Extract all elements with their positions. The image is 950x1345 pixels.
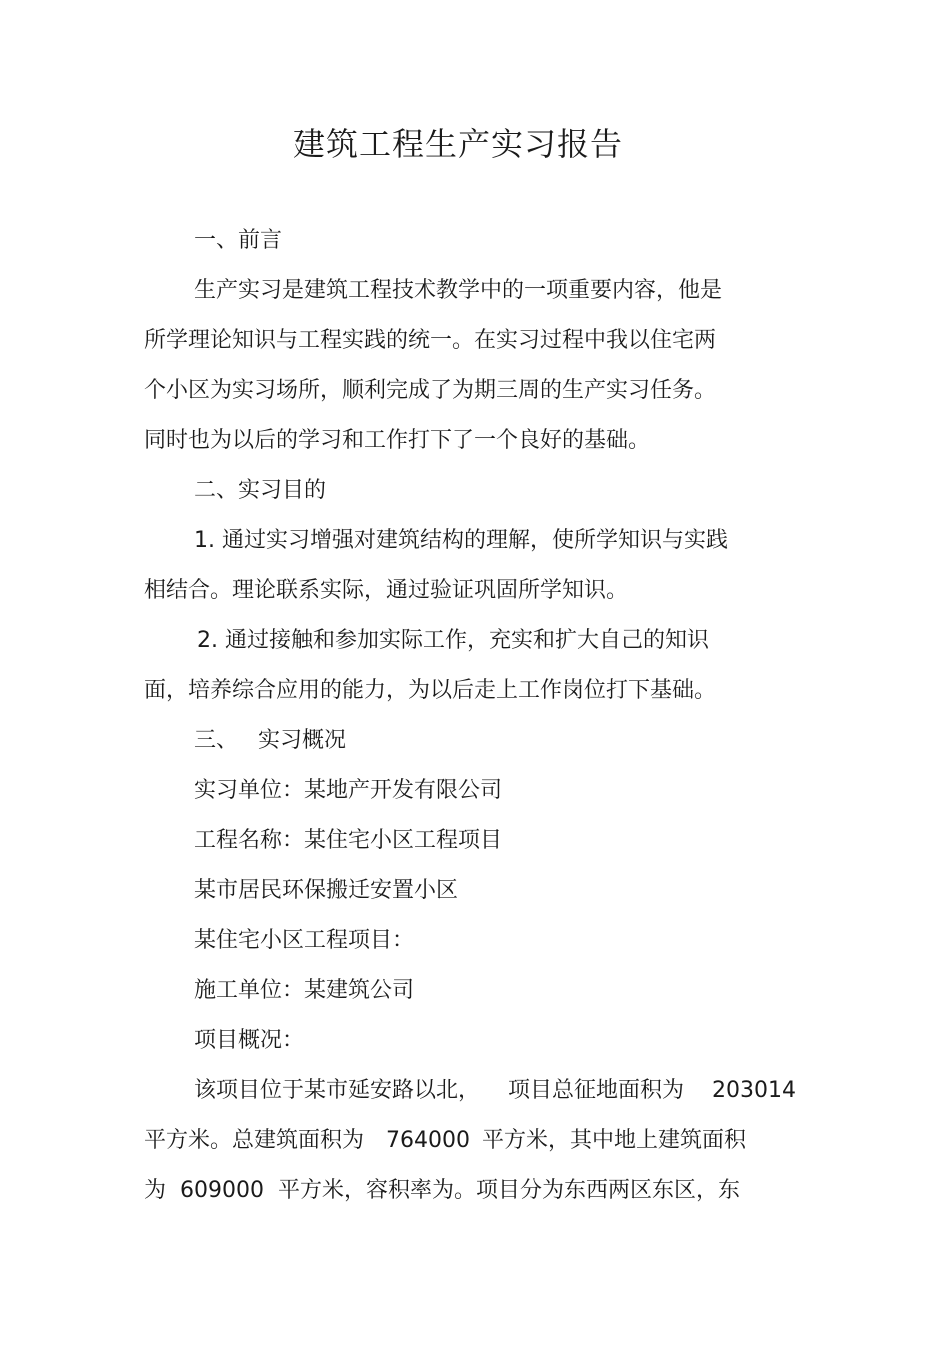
- paragraph-line: [194, 1075, 796, 1107]
- text-segment: 平方米，其中地上建筑面积: [482, 1128, 747, 1153]
- info-line: 某住宅小区工程项目：: [194, 928, 415, 953]
- info-line: 实习单位：某地产开发有限公司: [194, 778, 503, 803]
- paragraph-line: 1. 通过实习增强对建筑结构的理解，使所学知识与实践: [194, 528, 728, 553]
- text-segment: 该项目位于某市延安路以北，: [194, 1078, 481, 1103]
- info-line: 某市居民环保搬迁安置小区: [194, 878, 459, 903]
- document-title: 建筑工程生产实习报告: [292, 125, 623, 163]
- paragraph-line: 2. 通过接触和参加实际工作，充实和扩大自己的知识: [197, 628, 709, 653]
- info-line: 工程名称：某住宅小区工程项目: [194, 828, 503, 853]
- paragraph-line: [144, 1175, 740, 1207]
- paragraph-line: 个小区为实习场所，顺利完成了为期三周的生产实习任务。: [144, 378, 717, 403]
- number-value: 609000: [180, 1178, 264, 1203]
- heading-text: 实习概况: [258, 728, 347, 753]
- number-value: 203014: [712, 1078, 797, 1103]
- paragraph-line: 所学理论知识与工程实践的统一。在实习过程中我以住宅两: [144, 328, 717, 353]
- info-line: 项目概况：: [194, 1028, 305, 1053]
- heading-purpose: 二、实习目的: [194, 478, 327, 503]
- info-line: 施工单位：某建筑公司: [194, 978, 415, 1003]
- heading-number: 三、: [194, 728, 239, 753]
- text-segment: 为: [144, 1178, 167, 1203]
- paragraph-line: [144, 1125, 746, 1157]
- paragraph-line: 相结合。理论联系实际，通过验证巩固所学知识。: [144, 578, 629, 603]
- text-segment: 平方米。总建筑面积为: [144, 1128, 365, 1153]
- paragraph-line: 面，培养综合应用的能力，为以后走上工作岗位打下基础。: [144, 678, 717, 703]
- heading-overview: [194, 725, 346, 757]
- paragraph-line: 同时也为以后的学习和工作打下了一个良好的基础。: [144, 428, 651, 453]
- heading-preface: 一、前言: [194, 228, 283, 253]
- paragraph-line: 生产实习是建筑工程技术教学中的一项重要内容，他是: [194, 278, 723, 303]
- number-value: 764000: [386, 1128, 470, 1153]
- text-segment: 平方米，容积率为。项目分为东西两区东区，东: [278, 1178, 741, 1203]
- text-segment: 项目总征地面积为: [508, 1078, 685, 1103]
